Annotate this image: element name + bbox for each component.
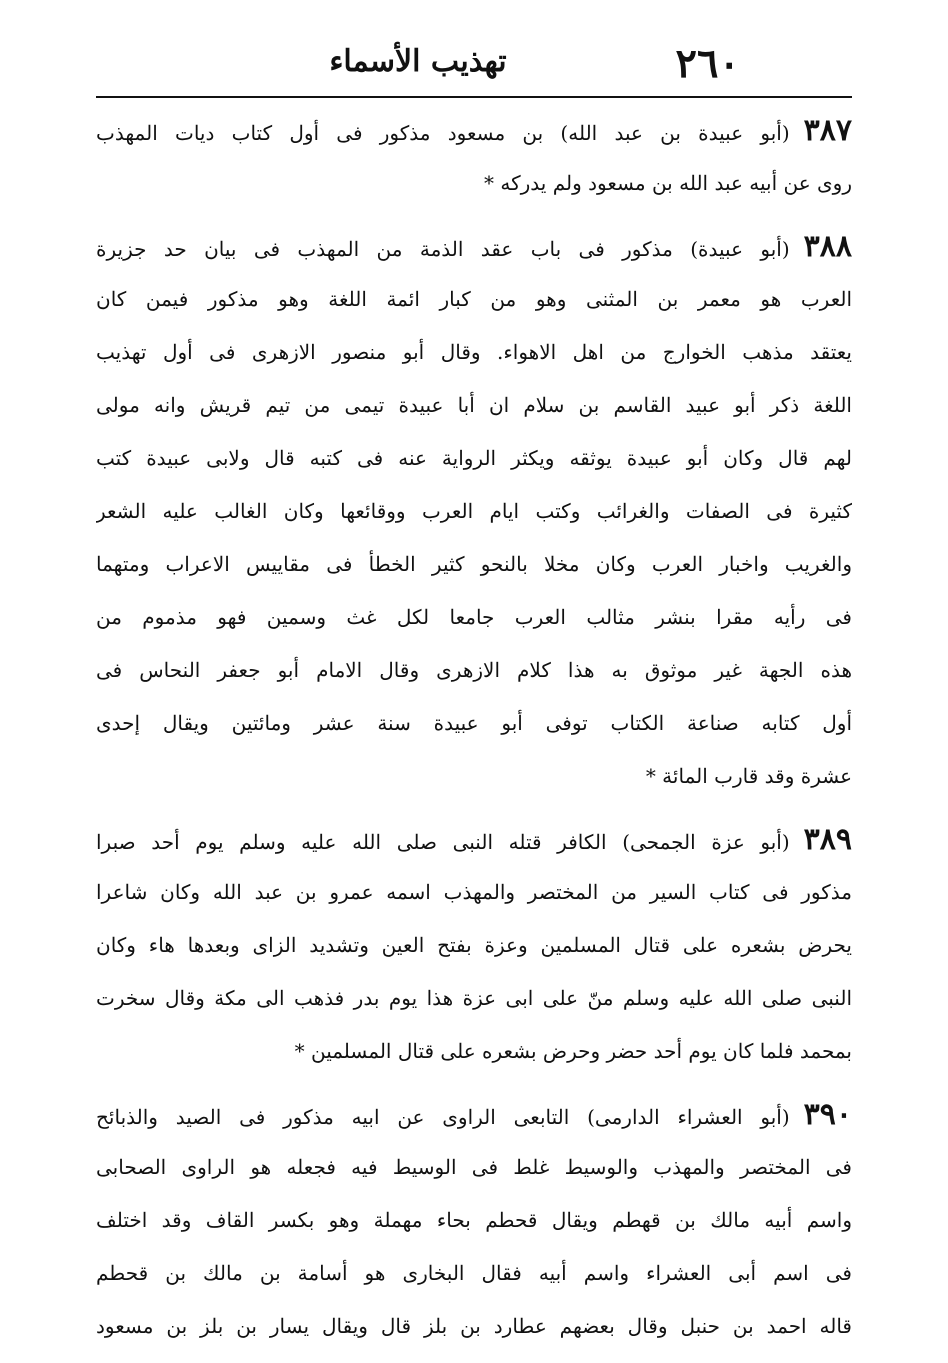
entry-text: فى رأيه مقرا بنشر مثالب العرب جامعا لكل غث وسمين فهو مذموم من [96,605,852,629]
entry-number: ٣٨٩ [803,822,852,857]
entry-text: النبى صلى الله عليه وسلم منّ على ابى عزة هذا يوم بدر فذهب الى مكة وقال سخرت [96,986,852,1010]
entry-text: عشرة وقد قارب المائة * [645,764,852,788]
entry-line [96,1247,852,1300]
entry-line [96,538,852,591]
page-header [96,40,740,90]
header-rule [96,96,852,98]
biography-entry [96,104,852,210]
entry-line [96,273,852,326]
entry-line [96,1300,852,1353]
entry-line [96,220,852,273]
entry-line [96,750,852,803]
entry-text: يعتقد مذهب الخوارج من اهل الاهواء. وقال أبو منصور الازهرى فى أول تهذيب [96,340,852,364]
entry-number: ٣٨٧ [803,113,852,148]
entry-line [96,1088,852,1141]
page-number: ٢٦٠ [675,40,740,87]
entry-text: يحرض بشعره على قتال المسلمين وعزة بفتح العين وتشديد الزاى وبعدها هاء وكان [96,933,852,957]
entry-text: بمحمد فلما كان يوم أحد حضر وحرض بشعره على قتال المسلمين * [294,1039,852,1063]
entry-line [96,1025,852,1078]
entry-text: واسم أبيه مالك بن قهطم ويقال قحطم بحاء مهملة وهو بكسر القاف وقد اختلف [96,1208,852,1232]
entry-text: العرب هو معمر بن المثنى وهو من كبار ائمة اللغة وهو مذكور فيمن كان [96,287,852,311]
entry-line [96,379,852,432]
entry-text: (أبو العشراء الدارمى) التابعى الراوى عن ابيه مذكور فى الصيد والذبائح [96,1105,790,1129]
entry-line [96,1141,852,1194]
entry-text: والغريب واخبار العرب وكان مخلا بالنحو كثير الخطأ فى مقاييس الاعراب ومتهما [96,552,852,576]
entry-text: لهم قال وكان أبو عبيدة يوثقه ويكثر الرواية عنه فى كتبه قال ولابى عبيدة كتب [96,446,852,470]
entry-number: ٣٩٠ [803,1097,852,1132]
entry-text: فى اسم أبى العشراء واسم أبيه فقال البخارى هو أسامة بن مالك بن قحطم [96,1261,852,1285]
entry-line [96,866,852,919]
entry-text: (أبو عبيدة) مذكور فى باب عقد الذمة من المهذب فى بيان حد جزيرة [96,237,790,261]
entry-line [96,157,852,210]
entry-line [96,644,852,697]
biography-entry [96,220,852,803]
entry-line [96,1194,852,1247]
running-title: تهذيب الأسماء [329,44,507,79]
biography-entry [96,813,852,1078]
entries-list [96,104,852,1363]
entry-line [96,813,852,866]
entry-text: قاله احمد بن حنبل وقال بعضهم عطارد بن بلز قال ويقال يسار بن بلز بن مسعود [96,1314,852,1338]
entry-line [96,326,852,379]
entry-text: فى المختصر والمهذب والوسيط غلط فى الوسيط فيه فجعله هو الراوى الصحابى [96,1155,852,1179]
entry-text: مذكور فى كتاب السير من المختصر والمهذب اسمه عمرو بن عبد الله وكان شاعرا [96,880,852,904]
entry-number: ٣٨٨ [803,229,852,264]
entry-text: كثيرة فى الصفات والغرائب وكتب ايام العرب ووقائعها وكان الغالب عليه الشعر [96,499,852,523]
entry-line [96,485,852,538]
entry-text: اللغة ذكر أبو عبيد القاسم بن سلام ان أبا عبيدة تيمى من تيم قريش وانه مولى [96,393,852,417]
entry-text: روى عن أبيه عبد الله بن مسعود ولم يدركه * [484,171,852,195]
entry-line [96,972,852,1025]
entry-line [96,697,852,750]
entry-line [96,432,852,485]
biography-entry [96,1088,852,1353]
entry-text: هذه الجهة غير موثوق به هذا كلام الازهرى وقال الامام أبو جعفر النحاس فى [96,658,852,682]
entry-text: (أبو عبيدة بن عبد الله) بن مسعود مذكور فى أول كتاب ديات المهذب [96,121,790,145]
entry-line [96,104,852,157]
entry-text: أول كتابه صناعة الكتاب توفى أبو عبيدة سنة عشر ومائتين ويقال إحدى [96,711,852,735]
entry-line [96,919,852,972]
entry-line [96,591,852,644]
entry-text: (أبو عزة الجمحى) الكافر قتله النبى صلى الله عليه وسلم يوم أحد صبرا [96,830,790,854]
